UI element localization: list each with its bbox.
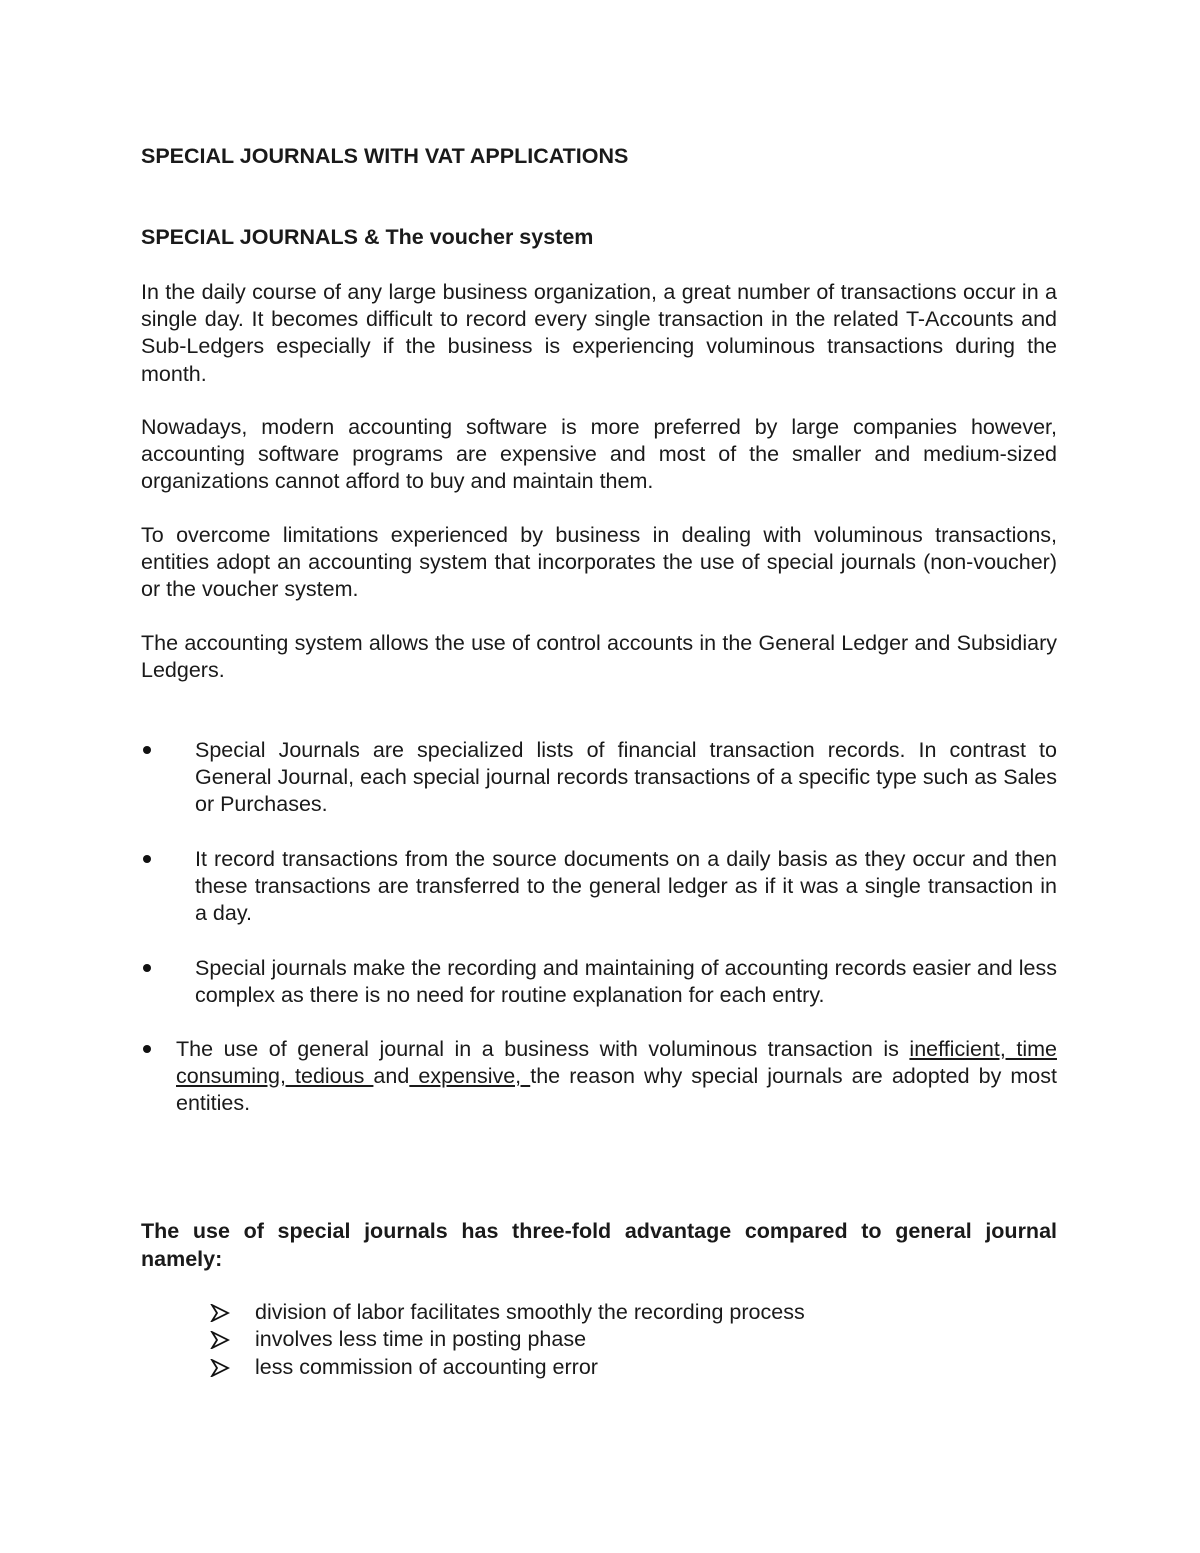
advantage-label: involves less time in posting phase bbox=[255, 1327, 587, 1351]
bullet-text-part: the reason why special journals are adopted by most entities. bbox=[176, 1064, 1057, 1116]
bullet-icon bbox=[143, 964, 151, 972]
bullet-text-part: The use of general journal in a business with voluminous transaction is bbox=[176, 1037, 910, 1061]
advantage-label: division of labor facilitates smoothly the recording process bbox=[255, 1300, 805, 1324]
paragraph: To overcome limitations experienced by business in dealing with voluminous transactions, entities adopt an accounting system that incorporates the use of special journals (non-voucher) or the voucher system. bbox=[141, 523, 1057, 602]
paragraph: The accounting system allows the use of control accounts in the General Ledger and Subsidiary Ledgers. bbox=[141, 631, 1057, 683]
arrowhead-bullet-icon bbox=[210, 1359, 230, 1377]
advantage-label: less commission of accounting error bbox=[255, 1355, 598, 1379]
advantage-heading: The use of special journals has three-fold advantage compared to general journal namely: bbox=[141, 1219, 1057, 1271]
section-heading: SPECIAL JOURNALS & The voucher system bbox=[141, 225, 594, 249]
arrowhead-bullet-icon bbox=[210, 1331, 230, 1349]
underlined-text: inefficient, time consuming, tedious bbox=[176, 1037, 1057, 1089]
bullet-item bbox=[176, 1036, 1057, 1118]
bullet-item: It record transactions from the source documents on a daily basis as they occur and then these transactions are transferred to the general ledger as if it was a single transaction in a day. bbox=[195, 847, 1057, 926]
document-title: SPECIAL JOURNALS WITH VAT APPLICATIONS bbox=[141, 144, 629, 168]
bullet-item: Special Journals are specialized lists of financial transaction records. In contrast to General Journal, each special journal records transactions of a specific type such as Sales or Purchases. bbox=[195, 738, 1057, 817]
bullet-item: Special journals make the recording and maintaining of accounting records easier and less complex as there is no need for routine explanation for each entry. bbox=[195, 956, 1057, 1008]
paragraph: In the daily course of any large business organization, a great number of transactions occur in a single day. It becomes difficult to record every single transaction in the related T-Accounts and Sub-Ledgers especially if the business is experiencing voluminous transactions during the month. bbox=[141, 280, 1057, 386]
underlined-text: expensive, bbox=[409, 1064, 531, 1089]
bullet-icon bbox=[143, 855, 151, 863]
bullet-text-part: and bbox=[373, 1064, 410, 1089]
arrowhead-bullet-icon bbox=[210, 1304, 230, 1322]
bullet-icon bbox=[143, 1045, 151, 1053]
bullet-icon bbox=[143, 746, 151, 754]
paragraph: Nowadays, modern accounting software is more preferred by large companies however, accounting software programs are expensive and most of the smaller and medium-sized organizations cannot afford to buy and maintain them. bbox=[141, 415, 1057, 494]
